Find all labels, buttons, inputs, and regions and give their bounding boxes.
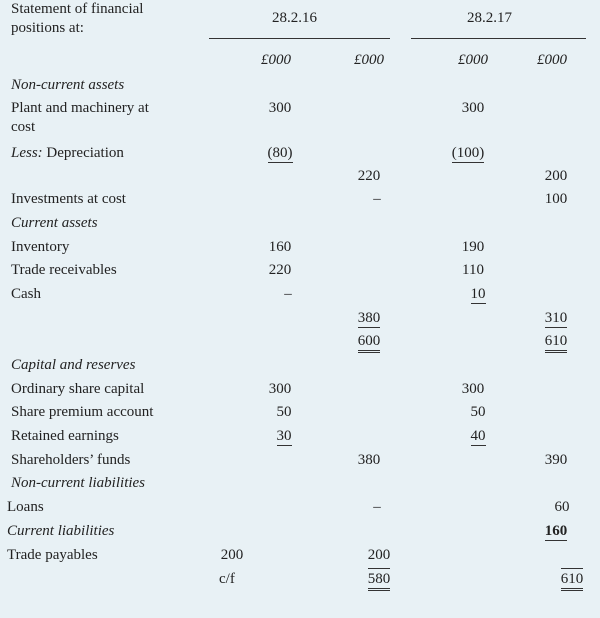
depreciation-label: Depreciation xyxy=(46,145,124,161)
inventory-label: Inventory xyxy=(11,239,70,255)
dep-2017-value: (100) xyxy=(451,145,485,161)
ca-total-2016-value: 380 xyxy=(357,310,381,326)
plant-label-1: Plant and machinery at xyxy=(11,100,149,116)
loans-2017: 60 xyxy=(554,499,570,515)
inventory-2016: 160 xyxy=(268,239,292,255)
ca-heading: Current assets xyxy=(11,215,98,231)
title-line-1: Statement of financial xyxy=(11,1,144,17)
receivables-2017: 110 xyxy=(462,262,484,278)
osc-label: Ordinary share capital xyxy=(11,381,145,397)
re-2017-value: 40 xyxy=(470,428,486,444)
dep-2017 xyxy=(438,144,498,162)
total-assets-2016 xyxy=(339,332,399,350)
investments-2017: 100 xyxy=(544,191,568,207)
re-2016-value: 30 xyxy=(276,428,292,444)
date-2016: 28.2.16 xyxy=(272,10,317,26)
cf-2017-value: 610 xyxy=(561,568,584,591)
spa-2016: 50 xyxy=(276,404,292,420)
re-2016 xyxy=(254,427,314,445)
cf-label: c/f xyxy=(219,571,235,587)
cash-2016: – xyxy=(284,286,292,302)
nca-heading: Non-current assets xyxy=(11,77,125,93)
investments-label: Investments at cost xyxy=(11,191,126,207)
spa-2017: 50 xyxy=(470,404,486,420)
sf-label: Shareholders’ funds xyxy=(11,452,131,468)
sf-2017: 390 xyxy=(544,452,568,468)
nbv-2016: 220 xyxy=(357,168,381,184)
title-line-2: positions at: xyxy=(11,20,84,36)
header-rule-2017 xyxy=(411,38,586,39)
unit-2016-a: £000 xyxy=(261,52,291,68)
dep-2016 xyxy=(250,144,310,162)
unit-2017-a: £000 xyxy=(458,52,488,68)
re-label: Retained earnings xyxy=(11,428,119,444)
inventory-2017: 190 xyxy=(461,239,485,255)
cl-heading: Current liabilities xyxy=(7,523,115,539)
receivables-2016: 220 xyxy=(268,262,292,278)
cf-2016 xyxy=(349,570,409,588)
cf-2016-value: 580 xyxy=(368,568,391,591)
loans-2016: – xyxy=(373,499,381,515)
cash-2017 xyxy=(448,285,508,303)
dep-2016-value: (80) xyxy=(267,145,293,161)
ca-total-2017-value: 310 xyxy=(544,310,568,326)
total-assets-2016-value: 600 xyxy=(358,333,381,353)
plant-label-2: cost xyxy=(11,119,36,135)
nbv-2017: 200 xyxy=(544,168,568,184)
ca-total-2016 xyxy=(339,309,399,327)
ncl-heading: Non-current liabilities xyxy=(11,475,146,491)
osc-2017: 300 xyxy=(461,381,485,397)
tp-label: Trade payables xyxy=(7,547,98,563)
plant-2016: 300 xyxy=(268,100,292,116)
plant-2017: 300 xyxy=(461,100,485,116)
receivables-label: Trade receivables xyxy=(11,262,117,278)
total-assets-2017 xyxy=(526,332,586,350)
dep-label xyxy=(11,144,124,162)
cash-label: Cash xyxy=(11,286,41,302)
sf-2016: 380 xyxy=(357,452,381,468)
cf-2017 xyxy=(542,570,600,588)
unit-2016-b: £000 xyxy=(354,52,384,68)
re-2017 xyxy=(448,427,508,445)
unit-2017-b: £000 xyxy=(537,52,567,68)
loans-label: Loans xyxy=(7,499,44,515)
tp-2016: 200 xyxy=(367,547,391,563)
cr-heading: Capital and reserves xyxy=(11,357,136,373)
spa-label: Share premium account xyxy=(11,404,154,420)
cl-2017-value: 160 xyxy=(544,523,568,539)
tp-left: 200 xyxy=(220,547,244,563)
ca-total-2017 xyxy=(526,309,586,327)
total-assets-2017-value: 610 xyxy=(545,333,568,353)
investments-2016: – xyxy=(373,191,381,207)
osc-2016: 300 xyxy=(268,381,292,397)
cash-2017-value: 10 xyxy=(470,286,486,302)
cl-2017 xyxy=(526,522,586,540)
header-rule-2016 xyxy=(209,38,390,39)
date-2017: 28.2.17 xyxy=(467,10,512,26)
less-label: Less: xyxy=(11,145,43,161)
